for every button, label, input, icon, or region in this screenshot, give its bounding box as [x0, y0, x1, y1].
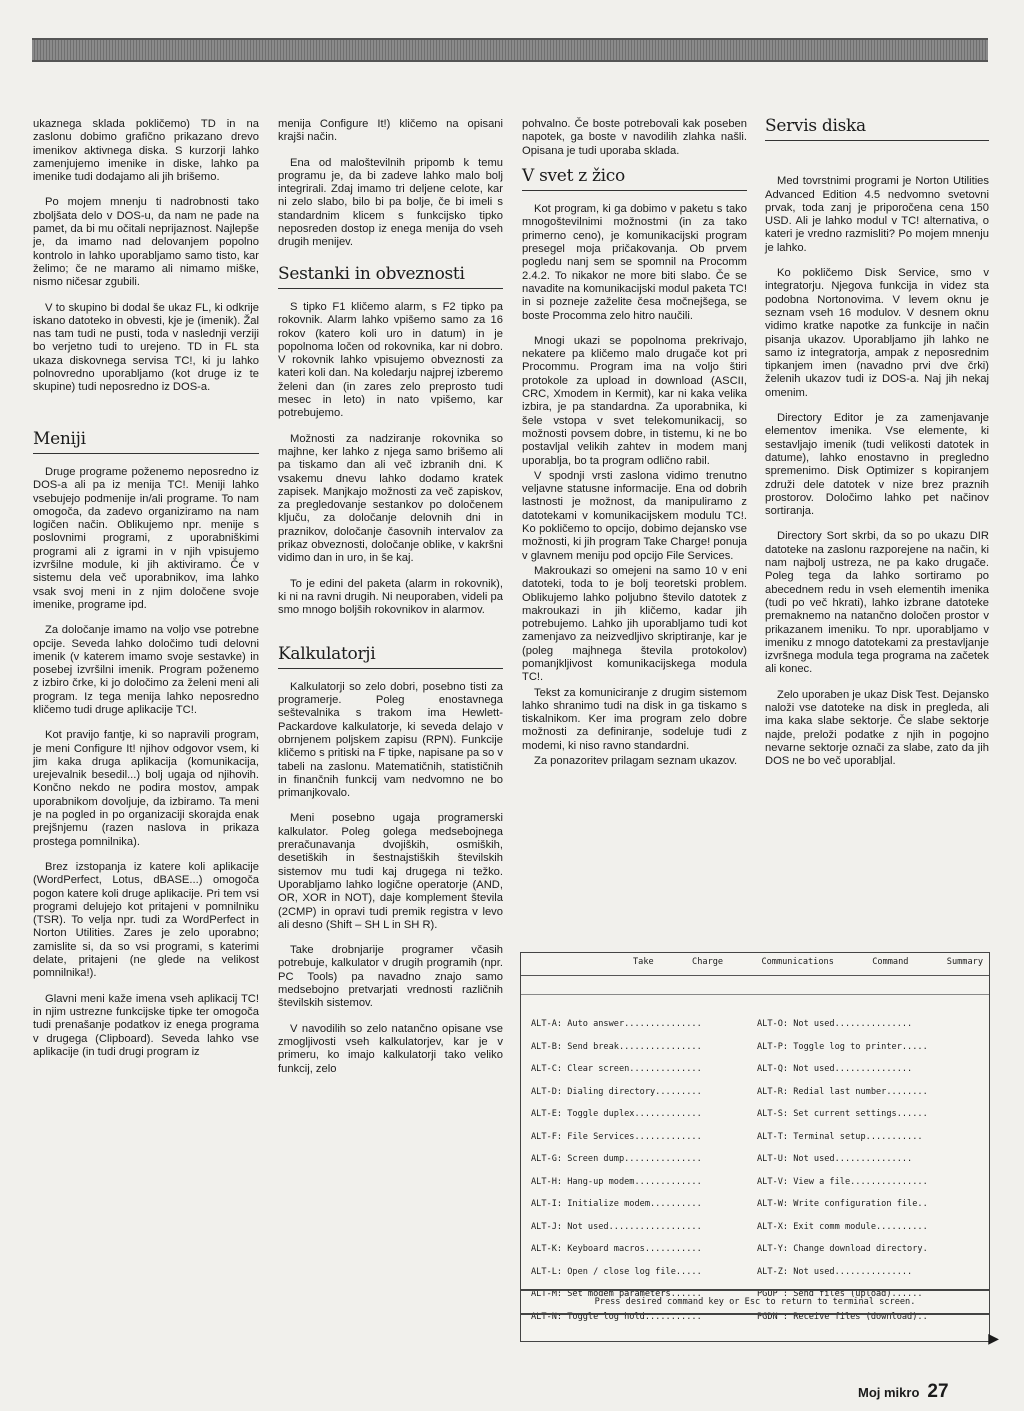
command-row — [531, 1036, 981, 1059]
command-right: ALT-U: Not used............... — [757, 1154, 913, 1165]
paragraph: Glavni meni kaže imena vseh aplikacij TC! in njim ustrezne funkcijske tipke ter omogoča tudi prenašanje podatkov iz enega programa v drugega (Clipboard). Seveda lahko vse aplikacije (in tudi drugi program iz — [33, 992, 259, 1058]
command-right: ALT-Z: Not used............... — [757, 1266, 913, 1277]
command-right: ALT-X: Exit comm module.......... — [757, 1221, 928, 1232]
paragraph: Directory Editor je za zamenjavanje elementov imenika. Vse elemente, ki sestavljajo imenik (tudi velikosti datotek in datume), lahko enostavno in pregledno spremenimo. Disk Optimizer s kopiranjem združi dele datotek v nize brez praznih prostorov. Določimo lahko pet načinov sortiranja. — [765, 412, 989, 518]
command-row — [531, 1238, 981, 1261]
section-heading-sestanki: Sestanki in obveznosti — [278, 268, 503, 289]
status-text: Press desired command key or Esc to return to terminal screen. — [594, 1297, 916, 1307]
command-left: ALT-G: Screen dump............... — [531, 1154, 702, 1165]
command-row — [531, 1126, 981, 1149]
command-right: ALT-V: View a file............... — [757, 1176, 928, 1187]
paragraph: Za ponazoritev prilagam seznam ukazov. — [534, 755, 738, 768]
command-left: ALT-J: Not used.................. — [531, 1221, 702, 1232]
command-right: ALT-Y: Change download directory. — [757, 1244, 928, 1255]
paragraph: V navodilih so zelo natančno opisane vse zmogljivosti vseh kalkulatorjev, kar je v primeru, ko imajo kalkulatorji tako veliko funkcij, zelo — [278, 1022, 503, 1075]
paragraph: Druge programe poženemo neposredno iz DOS-a ali pa iz menija TC!. Meniji lahko vsebujejo podmenije in/ali programe. To nam omogoča, da zadevo organiziramo na nam logičen način. Oblikujemo npr. menije s poslovnimi programi, z uporabniškimi programi ali z igrami in v njih vpisujemo izvršilne module, ki jih aktiviramo. Če v sistemu dela več uporabnikov, ima lahko vsak svoj meni in z njim določene svoje imenike, programe ipd. — [33, 465, 259, 611]
continue-arrow-icon: ▶ — [988, 1331, 999, 1347]
command-left: ALT-B: Send break................ — [531, 1041, 702, 1052]
command-left: ALT-N: Toggle log hold........... — [531, 1311, 702, 1322]
top-decorative-bar — [32, 38, 988, 62]
command-row — [531, 1013, 981, 1036]
magazine-name: Moj mikro — [858, 1385, 920, 1400]
command-right: PGUP : Send files (upload)...... — [757, 1289, 923, 1300]
paragraph: Ena od maloštevilnih pripomb k temu programu je, da bi zadeve lahko malo bolj integrirali. Zdaj imamo tri deljene celote, kar ni zelo slabo, bilo bi pa bolje, če bi imeli s standardnim klicem s funkcijsko tipko neposreden dostop iz enega menija do vseh drugih menijev. — [278, 156, 503, 249]
paragraph: Ko pokličemo Disk Service, smo v integratorju. Njegova funkcija in videz sta podobna Nortonovima. V levem oknu je seznam vseh 16 modulov. V desnem oknu vidimo kratke napotke za funkcije in način pisanja ukazov. Uporabljamo jih lahko ne samo iz integratorja, ampak z neposrednim tipkanjem imen (navadno prvi dve črki) želenih ukazov tudi iz DOS-a. Naj jih nekaj omenim. — [765, 267, 989, 399]
command-right: ALT-W: Write configuration file.. — [757, 1199, 928, 1210]
command-right: ALT-T: Terminal setup........... — [757, 1131, 923, 1142]
section-heading-kalkulatorji: Kalkulatorji — [278, 648, 503, 669]
command-summary-screen — [520, 952, 999, 1347]
paragraph: Zelo uporaben je ukaz Disk Test. Dejansko naloži vse datoteke na disk in pregleda, ali ima kaka slabe sektorje. Če slabe sektorje najde, preloži podatke z njih in pogojno nevarne sektorje označi za slabe, zato da jih DOS ne bo več uporabljal. — [765, 688, 989, 768]
command-left: ALT-C: Clear screen.............. — [531, 1064, 702, 1075]
paragraph: S tipko F1 kličemo alarm, s F2 tipko pa rokovnik. Alarm lahko vpišemo samo za 16 rokov (katero koli uro in datum) in je popolnoma ločen od rokovnika, kar ni dobro. V rokovnik lahko vpisujemo obveznosti za kateri koli dan. Na koledarju najprej izberemo želeni dan (in zares zelo preprosto tudi mesec in leto) in nato vpišemo, kar potrebujemo. — [278, 300, 503, 420]
screen-menubar — [521, 953, 989, 976]
paragraph: ukaznega sklada pokličemo) TD in na zaslonu dobimo grafično prikazano drevo imenikov aktivnega diska. S kurzorji lahko zamenjujemo imenike in diske, lahko pa imenike tudi dodajamo ali jih brišemo. — [33, 118, 259, 184]
command-right: ALT-R: Redial last number........ — [757, 1086, 928, 1097]
paragraph: V to skupino bi dodal še ukaz FL, ki odkrije iskano datoteko in obvesti, kje je (imenik). Žal nas tam tudi ne pusti, toda v naslednji verziji bo verjetno tudi to urejeno. TD in FL sta ukaza diskovnega servisa TC!, ki ju lahko polnovredno uporabljamo (kot druge iz te skupine) tudi neposredno iz DOS-a. — [33, 301, 259, 394]
command-right: ALT-O: Not used............... — [757, 1019, 913, 1030]
command-left: ALT-H: Hang-up modem............. — [531, 1176, 702, 1187]
screen-status-line — [521, 1289, 989, 1315]
menu-item: Charge — [692, 957, 724, 967]
command-row — [531, 1171, 981, 1194]
command-right: ALT-P: Toggle log to printer..... — [757, 1041, 928, 1052]
paragraph: Take drobnjarije programer včasih potrebuje, kalkulator v drugih programih (npr. PC Tools) pa navadno znajo samo medsebojno pretvarjati vrednosti različnih številskih sistemov. — [278, 944, 503, 1010]
paragraph: Mnogi ukazi se popolnoma prekrivajo, nekatere pa kličemo malo drugače kot pri Procommu. Program ima na voljo štiri protokole za upload in download (ASCII, CRC, Xmodem in Kermit), kar ni kaka velika izbira, je pa standardna. Za uporabnika, ki šele vstopa v svet telekomunikacij, so možnosti povsem dobre, in tistemu, ki ne bo postavljal velikih zahtev in modem manj uporablja, bo ta program odlično rabil. — [522, 334, 747, 467]
command-row — [531, 1261, 981, 1284]
command-right: ALT-Q: Not used............... — [757, 1064, 913, 1075]
command-row — [531, 1103, 981, 1126]
command-row — [531, 1081, 981, 1104]
menu-item: Communications — [761, 957, 834, 967]
command-left: ALT-I: Initialize modem.......... — [531, 1199, 702, 1210]
command-left: ALT-M: Set modem parameters...... — [531, 1289, 702, 1300]
paragraph: Možnosti za nadziranje rokovnika so majhne, ker lahko z njega samo brišemo ali pa tiskamo dan ali več izbranih dni. K vsakemu dnevu lahko dodamo kratek zapisek. Manjkajo možnosti za več zapiskov, za pregledovanje sestankov po določenem ključu, za določanje delovnih dni in praznikov, določanje časovnih intervalov za prikaz obveznosti, določanje oblike, v kakršni vidimo dan in uro, in še kaj. — [278, 432, 503, 565]
command-left: ALT-A: Auto answer............... — [531, 1019, 702, 1030]
paragraph: menija Configure It!) kličemo na opisani krajši način. — [278, 118, 503, 144]
command-right: PGDN : Receive files (download).. — [757, 1311, 928, 1322]
paragraph: Med tovrstnimi programi je Norton Utilities Advanced Edition 4.5 nedvomno svetovni prvak, toda zanj je priporočena cena 150 USD. Ali je lahko modul v TC! alternativa, o kateri je vredno razmisliti? Po mojem mnenju je lahko. — [765, 175, 989, 254]
menu-item: Summary — [946, 957, 983, 967]
paragraph: Meni posebno ugaja programerski kalkulator. Poleg golega medsebojnega preračunavanja dvojiških, osmiških, desetiških in šestnajstiških številskih sistemov mu tudi kaj drugega ni težko. Uporabljamo lahko logične operatorje (AND, OR, XOR in NOT), daje komplement števila (2CMP) in opravi tudi premik registra v levo ali desno (Shift – SH L in SH R). — [278, 812, 503, 931]
menu-item: Command — [872, 957, 909, 967]
command-left: ALT-L: Open / close log file..... — [531, 1266, 702, 1277]
paragraph: Po mojem mnenju ti nadrobnosti tako zboljšata delo v DOS-u, da nam ne pade na pamet, da bi mu očitali neprijaznost. Najlepše je, da imamo nad delovanjem popolno kontrolo in lahko uporabljamo samo tisto, kar želimo; če ne maramo ali nimamo miške, nismo ničesar zgubili. — [33, 196, 259, 289]
command-left: ALT-E: Toggle duplex............. — [531, 1109, 702, 1120]
paragraph: Directory Sort skrbi, da so po ukazu DIR datoteke na zaslonu razporejene na način, ki nam najbolj ustreza, ne pa kako drugače. Poleg tega da lahko sortiramo po abecednem redu in vseh elementih imenika (tudi po več hkrati), lahko izbrane datoteke premaknemo na natančno določen prostor v prikazanem imeniku. To npr. uporabljamo v imeniku z mnogo datotekami za prestavljanje izvršnega modula tega programa na začetek ali konec. — [765, 530, 989, 676]
menu-item: Take — [633, 957, 654, 967]
paragraph: V spodnji vrsti zaslona vidimo trenutno veljavne statusne informacije. Ena od dobrih lastnosti je možnost, da manipuliramo z datotekami v komunikacijskem modulu TC!. Ko pokličemo to opcijo, dobimo dejansko vse možnosti, ki jih program Take Charge! ponuja v glavnem meniju pod opcijo File Services. — [522, 469, 747, 562]
column-3 — [522, 118, 747, 780]
paragraph: Kot program, ki ga dobimo v paketu s tako mnogoštevilnimi možnostmi (in za tako primerno ceno), je komunikacijski program presegel moja pričakovanja. Ob prvem pogledu nanj sem se spomnil na Procomm 2.4.2. To nikakor ne more biti slabo. Če se navadite na komunikacijski modul paketa TC! in si pozneje zaželite česa močnejšega, se boste Procomma zelo hitro naučili. — [522, 203, 747, 322]
section-heading-servis-diska: Servis diska — [765, 120, 989, 141]
command-list — [521, 994, 989, 1328]
page-footer — [858, 1381, 949, 1403]
paragraph: Kalkulatorji so zelo dobri, posebno tisti za programerje. Poleg enostavnega seštevalnika s trakom ima Hewlett-Packardove kalkulatorje, ki seveda delajo v obrnjenem poljskem zapisu (RPN). Funkcije kličemo s pritiski na F tipke, napisane pa so v tabeli na zaslonu. Matematičnih, statističnih in finančnih funkcij vam nedvomno ne bo primanjkovalo. — [278, 680, 503, 800]
command-left: ALT-K: Keyboard macros........... — [531, 1244, 702, 1255]
paragraph: Makroukazi so omejeni na samo 10 v eni datoteki, toda to je bolj teoretski problem. Oblikujemo lahko poljubno število datotek z makroukazi in jih kličemo, kadar jih potrebujemo. Lahko jih uporabljamo tudi kot zamenjavo za neizvedljivo skriptiranje, kar je (poleg majhnega števila protokolov) pomanjkljivost komunikacijskega modula TC!. — [522, 564, 747, 684]
page-number: 27 — [927, 1381, 949, 1402]
command-row — [531, 1058, 981, 1081]
paragraph: Brez izstopanja iz katere koli aplikacije (WordPerfect, Lotus, dBASE...) omogoča pogon katere koli druge aplikacije. Pri tem vsi programi delujejo kot pritajeni v pomnilniku (TSR). To velja npr. tudi za WordPerfect in Norton Utilities. Zares je zelo uporabno; zamislite si, da so vsi programi, s katerimi delate, pritajeni (ne glede na velikost pomnilnika!). — [33, 860, 259, 980]
paragraph: Kot pravijo fantje, ki so napravili program, je meni Configure It! njihov odgovor vsem, ki jim kaka druga aplikacija (komunikacija, urejevalnik besedil...) bolj ugaja od njihovih. Končno nekdo ne podira mostov, ampak uporabnikom dovoljuje, da izbiramo. Ta meni je na pogled in po organizaciji skorajda enak prejšnjemu (razen naslova in prikaza prostega pomnilnika). — [33, 729, 259, 848]
paragraph: pohvalno. Če boste potrebovali kak poseben napotek, ga boste v navodilih zlahka našli. Opisana je tudi uporaba sklada. — [522, 118, 747, 157]
column-4 — [765, 116, 989, 780]
section-heading-v-svet-z-zico: V svet z žico — [522, 170, 747, 191]
command-right: ALT-S: Set current settings...... — [757, 1109, 928, 1120]
command-left: ALT-F: File Services............. — [531, 1131, 702, 1142]
paragraph: Za določanje imamo na voljo vse potrebne opcije. Seveda lahko določimo tudi delovni imenik (v katerem imamo svoje sestavke) in posebej izvršilni imenik. Program poženemo z izbiro črke, ki jo določimo za želeni meni ali program. Iz tega menija lahko neposredno kličemo tudi druge aplikacije TC!. — [33, 624, 259, 716]
column-2 — [278, 118, 503, 1088]
paragraph: To je edini del paketa (alarm in rokovnik), ki ni na ravni drugih. Ni neuporaben, videli pa smo mnogo boljših rokovnikov in alarmov. — [278, 577, 503, 617]
command-row — [531, 1216, 981, 1239]
command-left: ALT-D: Dialing directory......... — [531, 1086, 702, 1097]
column-1 — [33, 118, 259, 1071]
command-row — [531, 1193, 981, 1216]
command-row — [531, 1148, 981, 1171]
section-heading-meniji: Meniji — [33, 433, 259, 454]
paragraph: Tekst za komuniciranje z drugim sistemom lahko shranimo tudi na disk in ga tiskamo s tiskalnikom. Ker ima program zelo dobre možnosti za definiranje, sodeluje tudi z modemi, ki niso ravno standardni. — [522, 686, 747, 752]
